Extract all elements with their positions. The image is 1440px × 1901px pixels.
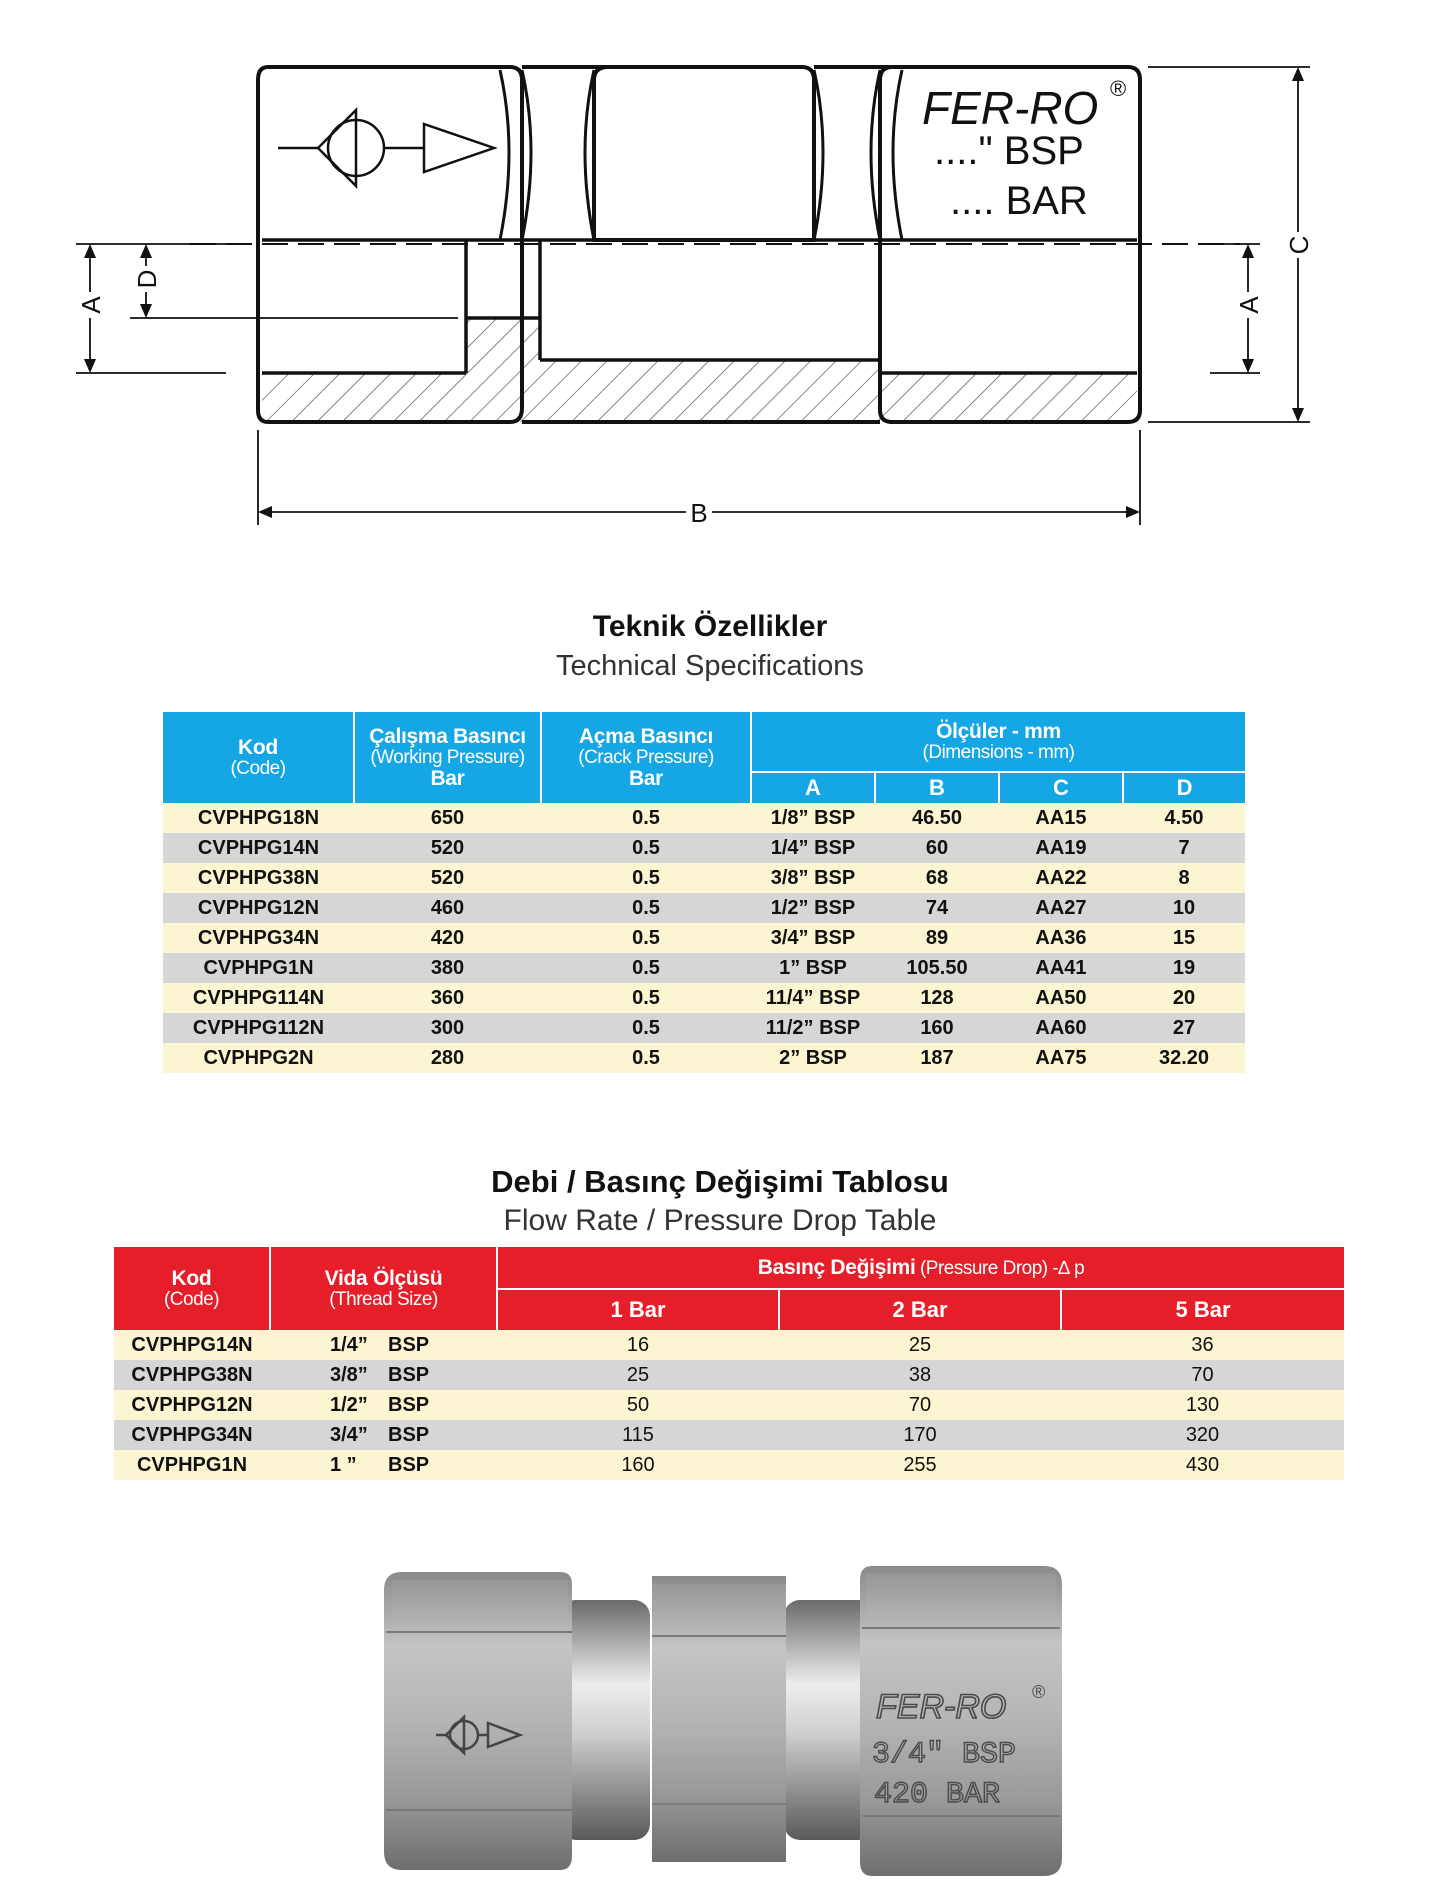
- table-row: [163, 893, 1245, 923]
- spec-cell-c: AA41: [999, 953, 1123, 983]
- spec-heading: [0, 610, 1440, 683]
- spec-cell-code: CVPHPG112N: [163, 1013, 354, 1043]
- spec-cell-crack: 0.5: [541, 923, 751, 953]
- spec-cell-b: 160: [875, 1013, 999, 1043]
- dim-c-label: C: [1284, 235, 1314, 255]
- table-row: [163, 923, 1245, 953]
- table-row: [114, 1360, 1344, 1390]
- flow-cell-v5: 130: [1061, 1390, 1344, 1420]
- flow-cell-v2: 170: [779, 1420, 1061, 1450]
- bsp-marking: ...." BSP: [934, 129, 1084, 173]
- product-photo: [0, 1540, 1440, 1901]
- spec-cell-code: CVPHPG14N: [163, 833, 354, 863]
- spec-cell-b: 187: [875, 1043, 999, 1073]
- spec-cell-working: 520: [354, 863, 541, 893]
- spec-cell-crack: 0.5: [541, 833, 751, 863]
- col-code-header: Kod (Code): [163, 712, 354, 803]
- spec-cell-c: AA50: [999, 983, 1123, 1013]
- technical-drawing: [0, 0, 1440, 540]
- table-row: [114, 1420, 1344, 1450]
- spec-cell-d: 10: [1123, 893, 1245, 923]
- spec-cell-d: 32.20: [1123, 1043, 1245, 1073]
- thread-unit: BSP: [388, 1393, 430, 1416]
- middle-hex-outline: [594, 67, 814, 240]
- spec-cell-b: 105.50: [875, 953, 999, 983]
- flow-col-1bar-header: 1 Bar: [497, 1289, 779, 1330]
- flow-col-2bar-header: 2 Bar: [779, 1289, 1061, 1330]
- photo-bar-marking: 420 BAR: [874, 1778, 1001, 1812]
- spec-cell-a: 1/8” BSP: [751, 803, 875, 833]
- table-row: [163, 803, 1245, 833]
- check-valve-symbol: [278, 110, 494, 186]
- flow-title-tr: Debi / Basınç Değişimi Tablosu: [491, 1164, 949, 1199]
- spec-cell-c: AA60: [999, 1013, 1123, 1043]
- spec-cell-crack: 0.5: [541, 1013, 751, 1043]
- spec-cell-d: 4.50: [1123, 803, 1245, 833]
- table-row: [163, 1043, 1245, 1073]
- col-c-header: C: [999, 772, 1123, 803]
- spec-cell-crack: 0.5: [541, 953, 751, 983]
- flow-cell-v5: 320: [1061, 1420, 1344, 1450]
- spec-cell-code: CVPHPG1N: [163, 953, 354, 983]
- dim-a-right-label: A: [1234, 296, 1264, 314]
- spec-title-en: Technical Specifications: [556, 650, 864, 682]
- flow-cell-v2: 25: [779, 1330, 1061, 1360]
- spec-cell-crack: 0.5: [541, 893, 751, 923]
- flow-cell-thread: [270, 1360, 497, 1390]
- spec-cell-code: CVPHPG2N: [163, 1043, 354, 1073]
- spec-cell-a: 2” BSP: [751, 1043, 875, 1073]
- spec-cell-working: 360: [354, 983, 541, 1013]
- spec-cell-working: 300: [354, 1013, 541, 1043]
- flow-cell-thread: [270, 1450, 497, 1480]
- spec-cell-b: 74: [875, 893, 999, 923]
- spec-cell-a: 1” BSP: [751, 953, 875, 983]
- thread-size: 1/2”: [330, 1393, 368, 1416]
- table-row: [163, 1013, 1245, 1043]
- flow-title-en: Flow Rate / Pressure Drop Table: [503, 1204, 937, 1237]
- spec-cell-code: CVPHPG114N: [163, 983, 354, 1013]
- spec-cell-working: 460: [354, 893, 541, 923]
- spec-cell-b: 128: [875, 983, 999, 1013]
- table-row: [114, 1450, 1344, 1480]
- spec-cell-b: 60: [875, 833, 999, 863]
- spec-cell-d: 7: [1123, 833, 1245, 863]
- flow-cell-v5: 36: [1061, 1330, 1344, 1360]
- brand-marking: FER-RO: [922, 82, 1099, 134]
- table-row: [163, 863, 1245, 893]
- spec-cell-a: 11/4” BSP: [751, 983, 875, 1013]
- flow-col-code-header: Kod (Code): [114, 1247, 270, 1330]
- table-row: [163, 953, 1245, 983]
- spec-cell-crack: 0.5: [541, 983, 751, 1013]
- spec-table: [163, 712, 1245, 1073]
- thread-size: 1/4”: [330, 1333, 368, 1356]
- flow-cell-code: CVPHPG12N: [114, 1390, 270, 1420]
- thread-unit: BSP: [388, 1333, 430, 1356]
- flow-col-thread-header: Vida Ölçüsü (Thread Size): [270, 1247, 497, 1330]
- flow-cell-v5: 70: [1061, 1360, 1344, 1390]
- flow-cell-v1: 50: [497, 1390, 779, 1420]
- table-row: [114, 1390, 1344, 1420]
- bar-marking: .... BAR: [950, 179, 1088, 223]
- flow-cell-v1: 160: [497, 1450, 779, 1480]
- thread-unit: BSP: [388, 1423, 430, 1446]
- flow-cell-v1: 16: [497, 1330, 779, 1360]
- spec-cell-a: 3/4” BSP: [751, 923, 875, 953]
- flow-cell-code: CVPHPG38N: [114, 1360, 270, 1390]
- table-row: [163, 833, 1245, 863]
- spec-cell-c: AA36: [999, 923, 1123, 953]
- spec-cell-code: CVPHPG12N: [163, 893, 354, 923]
- spec-cell-working: 520: [354, 833, 541, 863]
- col-working-header: Çalışma Basıncı (Working Pressure) Bar: [354, 712, 541, 803]
- photo-brand-marking: FER-RO: [876, 1688, 1007, 1726]
- dim-b-label: B: [690, 498, 708, 528]
- spec-cell-working: 420: [354, 923, 541, 953]
- spec-cell-working: 280: [354, 1043, 541, 1073]
- flow-cell-code: CVPHPG1N: [114, 1450, 270, 1480]
- spec-cell-a: 1/4” BSP: [751, 833, 875, 863]
- spec-cell-c: AA75: [999, 1043, 1123, 1073]
- photo-size-marking: 3/4" BSP: [872, 1738, 1017, 1772]
- spec-cell-code: CVPHPG18N: [163, 803, 354, 833]
- flow-col-drop-header: Basınç Değişimi (Pressure Drop) -∆ p: [497, 1247, 1344, 1289]
- spec-cell-d: 19: [1123, 953, 1245, 983]
- spec-cell-b: 68: [875, 863, 999, 893]
- flow-cell-v1: 25: [497, 1360, 779, 1390]
- flow-heading: [0, 1164, 1440, 1238]
- thread-unit: BSP: [388, 1363, 430, 1386]
- spec-cell-code: CVPHPG38N: [163, 863, 354, 893]
- col-b-header: B: [875, 772, 999, 803]
- flow-cell-v5: 430: [1061, 1450, 1344, 1480]
- thread-size: 3/4”: [330, 1423, 368, 1446]
- flow-col-5bar-header: 5 Bar: [1061, 1289, 1344, 1330]
- flow-cell-v2: 255: [779, 1450, 1061, 1480]
- table-row: [163, 983, 1245, 1013]
- flow-cell-thread: [270, 1420, 497, 1450]
- spec-cell-d: 27: [1123, 1013, 1245, 1043]
- spec-cell-c: AA27: [999, 893, 1123, 923]
- spec-cell-a: 1/2” BSP: [751, 893, 875, 923]
- spec-cell-a: 11/2” BSP: [751, 1013, 875, 1043]
- table-row: [114, 1330, 1344, 1360]
- spec-cell-crack: 0.5: [541, 803, 751, 833]
- flow-cell-thread: [270, 1390, 497, 1420]
- registered-mark: ®: [1110, 76, 1127, 101]
- spec-cell-d: 15: [1123, 923, 1245, 953]
- spec-cell-b: 46.50: [875, 803, 999, 833]
- col-dims-header: Ölçüler - mm (Dimensions - mm): [751, 712, 1245, 772]
- col-d-header: D: [1123, 772, 1245, 803]
- spec-cell-c: AA19: [999, 833, 1123, 863]
- spec-cell-crack: 0.5: [541, 1043, 751, 1073]
- spec-cell-b: 89: [875, 923, 999, 953]
- flow-table: [114, 1247, 1344, 1480]
- dim-a-left-label: A: [76, 296, 106, 314]
- spec-cell-working: 380: [354, 953, 541, 983]
- spec-cell-d: 20: [1123, 983, 1245, 1013]
- thread-size: 1 ”: [330, 1453, 357, 1476]
- flow-cell-v2: 70: [779, 1390, 1061, 1420]
- dim-d-label: D: [132, 269, 162, 289]
- flow-cell-code: CVPHPG34N: [114, 1420, 270, 1450]
- spec-cell-crack: 0.5: [541, 863, 751, 893]
- spec-title-tr: Teknik Özellikler: [592, 610, 828, 643]
- flow-cell-thread: [270, 1330, 497, 1360]
- spec-cell-working: 650: [354, 803, 541, 833]
- flow-cell-v1: 115: [497, 1420, 779, 1450]
- spec-cell-c: AA22: [999, 863, 1123, 893]
- flow-cell-v2: 38: [779, 1360, 1061, 1390]
- spec-cell-code: CVPHPG34N: [163, 923, 354, 953]
- col-crack-header: Açma Basıncı (Crack Pressure) Bar: [541, 712, 751, 803]
- spec-cell-c: AA15: [999, 803, 1123, 833]
- spec-cell-a: 3/8” BSP: [751, 863, 875, 893]
- photo-registered-mark: ®: [1032, 1682, 1046, 1702]
- flow-cell-code: CVPHPG14N: [114, 1330, 270, 1360]
- col-a-header: A: [751, 772, 875, 803]
- hatched-section: [262, 318, 1137, 422]
- thread-unit: BSP: [388, 1453, 430, 1476]
- thread-size: 3/8”: [330, 1363, 368, 1386]
- spec-cell-d: 8: [1123, 863, 1245, 893]
